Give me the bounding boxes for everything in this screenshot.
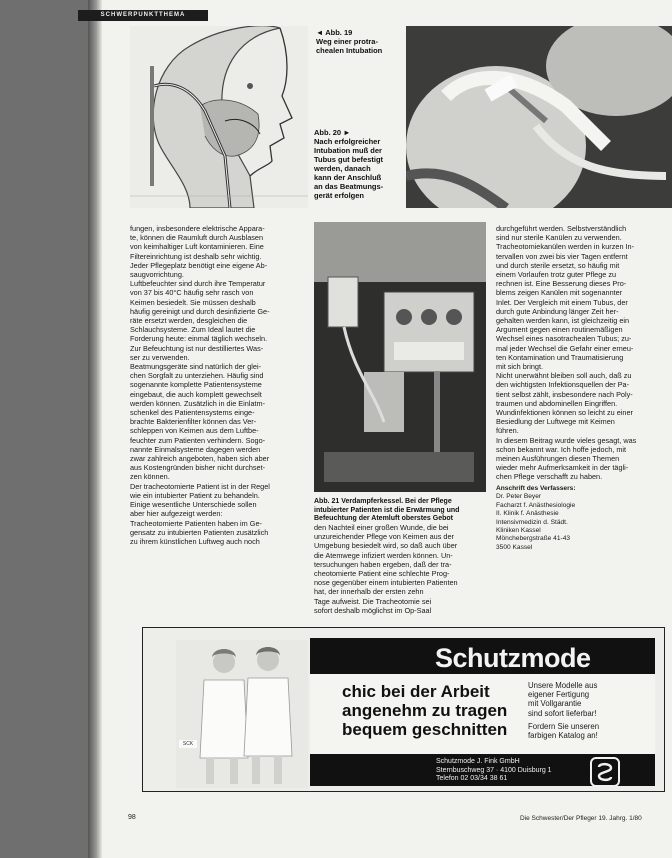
text-line: von keimhaltiger Luft kontaminieren. Eine: [130, 242, 264, 252]
text-line: Wechsel eines nasotrachealen Tubus; zu-: [496, 334, 632, 344]
page-gutter: [88, 0, 102, 858]
text-column-right: [496, 224, 662, 482]
text-line: te, können die Raumluft durch Ausblasen: [130, 233, 264, 243]
text-line: aber hier aufgezeigt werden:: [130, 509, 223, 519]
contact-line: Telefon 02 03/34 38 61: [436, 775, 508, 783]
text-column-left: [130, 224, 304, 546]
slogan-line: angenehm zu tragen: [342, 701, 508, 720]
text-line: Der tracheotomierte Patient ist in der Regel: [130, 481, 270, 491]
text-line: gehalten werden kann, ist gleichzeitig ein: [496, 316, 630, 326]
ad-photo-tag: SCK: [179, 740, 197, 748]
ad-info-text: [528, 681, 653, 740]
text-line: sofort deshalb möglichst im Op-Saal: [314, 605, 432, 615]
text-line: durch gute Anbindung länger Zeit her-: [496, 306, 619, 316]
text-line: tersuchungen haben ergeben, daß der tra-: [314, 559, 452, 569]
section-label: SCHWERPUNKTTHEMA: [78, 10, 208, 21]
text-line: mal jeder Wechsel die Gefahr einer erneu-: [496, 343, 634, 353]
text-line: zen können.: [130, 472, 170, 482]
text-line: führen.: [496, 426, 519, 436]
credit-heading: Anschrift des Verfassers:: [496, 485, 576, 492]
text-line: aus Kostengründen bisher nicht durchset-: [130, 463, 266, 473]
journal-footer: Die Schwester/Der Pfleger 19. Jahrg. 1/80: [520, 815, 642, 822]
text-line: Forderung heute: einmal täglich wechseln.: [130, 334, 268, 344]
info-line: sind sofort lieferbar!: [528, 708, 597, 718]
text-line: Tracheotomierte Patienten haben im Ge-: [130, 518, 262, 528]
slogan-line: chic bei der Arbeit: [342, 682, 490, 701]
caption-line: kann der Anschluß: [314, 173, 382, 182]
text-line: Tage aufweist. Die Tracheotomie sei: [314, 596, 432, 606]
text-line: feuchter zum Patienten verhindern. Sogo-: [130, 435, 266, 445]
text-line: nose gegenüber einem intubierten Patienten: [314, 578, 458, 588]
slogan-line: bequem geschnitten: [342, 720, 508, 739]
text-line: den wichtigsten Infektionsquellen der Pa-: [496, 380, 630, 390]
text-line: Umgebung besiedelt wird, so daß auch über: [314, 541, 458, 551]
company-logo-icon: [592, 759, 618, 785]
text-line: Nicht unerwähnt bleiben soll auch, daß zu: [496, 371, 632, 381]
text-line: nannte Einmalsysteme dagegen werden: [130, 444, 261, 454]
text-line: durchgeführt werden. Selbstverständlich: [496, 224, 627, 233]
caption-abb-21: [314, 498, 490, 524]
author-credit: [496, 485, 616, 552]
credit-line: Kliniken Kassel: [496, 527, 541, 535]
text-line: meinen Ausführungen diesen Themen: [496, 454, 620, 464]
page-number: 98: [128, 814, 136, 821]
credit-line: II. Klinik f. Anästhesie: [496, 510, 559, 518]
text-line: Besiedlung der Luftwege mit Keimen: [496, 417, 615, 427]
head-profile-illustration: [130, 26, 308, 208]
text-line: wieder mehr Aufmerksamkeit in der tägli-: [496, 463, 629, 473]
figure-21-photo-vaporizer: [314, 222, 486, 492]
text-line: rechnen ist. Eine Besserung dieses Pro-: [496, 279, 627, 289]
text-line: gensatz zu intubierten Patienten zusätzlich: [130, 527, 269, 537]
caption-line: chealen Intubation: [316, 46, 383, 55]
ad-slogan: [342, 682, 522, 739]
ad-photo-two-nurses: [176, 640, 308, 788]
credit-line: Facharzt f. Anästhesiologie: [496, 501, 576, 509]
info-line: Fordern Sie unseren: [528, 721, 600, 731]
ad-brand-name: Schutzmode: [435, 643, 591, 673]
caption-line: intubierter Patienten ist die Erwärmung und: [314, 506, 460, 514]
caption-line: Befeuchtung der Atemluft oberstes Gebot: [314, 515, 453, 523]
caption-line: Tubus gut befestigt: [314, 155, 384, 164]
text-line: brachte Bakterienfilter können das Ver-: [130, 417, 257, 427]
text-line: zu ihrem künstlichen Luftweg auch noch: [130, 536, 260, 546]
text-line: Tracheotomiekanülen werden in kurzen In-: [496, 242, 635, 252]
ad-contact-info: [436, 758, 596, 784]
text-line: Jeder Pflegeplatz benötigt eine eigene Ab-: [130, 260, 268, 270]
caption-line: Abb. 20 ►: [314, 128, 351, 137]
text-line: Einige wesentliche Unterschiede sollen: [130, 500, 257, 510]
text-line: Wundinfektionen können so leicht zu einer: [496, 408, 633, 418]
text-line: Luftbefeuchter sind durch ihre Temperatur: [130, 279, 266, 289]
ad-logo-icon: [590, 757, 620, 787]
text-line: schleppen von Keimen aus dem Luftbe-: [130, 426, 259, 436]
caption-line: an das Beatmungs-: [314, 182, 384, 191]
text-line: wie ein intubierter Patient zu behandeln.: [130, 490, 260, 500]
text-line: ten Kontamination und Traumatisierung: [496, 352, 624, 362]
figure-19-intubation-diagram: [130, 26, 308, 208]
nurses-illustration: [176, 640, 308, 788]
text-line: sind nur sterile Kanülen zu verwenden.: [496, 233, 622, 243]
text-line: hat, der innerhalb der ersten zehn: [314, 587, 424, 597]
text-line: schenkel des Patientensystems einge-: [130, 408, 255, 418]
text-line: cheotomierte Patient eine schlechte Prog-: [314, 569, 450, 579]
text-line: räte ersetzt werden, desgleichen die: [130, 316, 248, 326]
text-line: den Nachteil einer großen Wunde, die bei: [314, 523, 449, 532]
text-line: schon bekannt war. Ich hoffe jedoch, mit: [496, 444, 627, 454]
text-line: traumen und abdominellen Eingriffen.: [496, 398, 618, 408]
text-line: chen Sorgfalt zu unterziehen. Häufig sind: [130, 371, 264, 381]
credit-line: 3500 Kassel: [496, 543, 533, 551]
text-line: tient selbst zählt, insbesondere nach Poly-: [496, 389, 633, 399]
intubation-photo: [406, 26, 672, 208]
text-line: Argument gegen einen routinemäßigen: [496, 325, 623, 335]
text-line: Keimen besiedelt. Sie müssen deshalb: [130, 297, 256, 307]
text-line: Filtereinrichtung ist deshalb sehr wichtig.: [130, 251, 262, 261]
info-line: mit Vollgarantie: [528, 699, 582, 709]
caption-line: werden, danach: [314, 164, 371, 173]
text-line: Inlet. Der Vergleich mit einem Tubus, der: [496, 297, 628, 307]
text-line: häufig gereinigt und durch desinfizierte Ge-: [130, 306, 270, 316]
text-line: chen Pflege verschafft zu haben.: [496, 472, 603, 482]
caption-line: Intubation muß der: [314, 146, 382, 155]
text-line: blems zeigen Kanülen mit sogenannter: [496, 288, 623, 298]
credit-line: Dr. Peter Beyer: [496, 493, 542, 501]
text-line: unzureichender Pflege von Keimen aus der: [314, 532, 454, 542]
caption-line: ◄ Abb. 19: [316, 28, 353, 37]
caption-abb-19: [316, 28, 402, 55]
contact-line: Sternbuschweg 37 · 4100 Duisburg 1: [436, 766, 552, 774]
vaporizer-photo: [314, 222, 486, 492]
text-line: saugvorrichtung.: [130, 270, 184, 280]
text-line: fungen, insbesondere elektrische Appara-: [130, 224, 265, 233]
text-line: sogenannte komplette Patientensysteme: [130, 380, 262, 390]
text-line: Zur Befeuchtung ist nur destilliertes Was-: [130, 343, 264, 353]
contact-line: Schutzmode J. Fink GmbH: [436, 758, 520, 765]
text-column-middle: [314, 523, 488, 615]
text-line: Beatmungsgeräte sind natürlich der glei-: [130, 362, 262, 372]
caption-abb-20: [314, 128, 402, 200]
info-line: Unsere Modelle aus: [528, 681, 598, 690]
caption-line: Nach erfolgreicher: [314, 137, 381, 146]
figure-20-photo-tube-fixation: [406, 26, 672, 208]
caption-line: Weg einer protra-: [316, 37, 378, 46]
info-line: farbigen Katalog an!: [528, 731, 598, 741]
text-line: ser zu verwenden.: [130, 352, 190, 362]
text-line: werden können. Zusätzlich in die Einlatm-: [130, 398, 266, 408]
text-line: von 37 bis 40°C häufig sehr rasch von: [130, 288, 254, 298]
text-line: Schlauchsysteme. Zum Ideal lautet die: [130, 325, 256, 335]
text-line: In diesem Beitrag wurde vieles gesagt, was: [496, 435, 637, 445]
credit-line: Mönchebergstraße 41-43: [496, 535, 571, 543]
text-line: einem Vorlaufen trotz guter Pflege zu: [496, 270, 617, 280]
text-line: mit sich bringt.: [496, 362, 544, 372]
caption-line: Abb. 21 Verdampferkessel. Bei der Pflege: [314, 498, 452, 505]
info-line: eigener Fertigung: [528, 690, 590, 700]
text-line: tervallen von zwei bis vier Tagen entfernt: [496, 251, 628, 261]
text-line: und durch sterile ersetzt, so häufig mit: [496, 260, 620, 270]
text-line: eingebaut, die auch komplett gewechselt: [130, 389, 262, 399]
text-line: die Atemwege infiziert werden können. Un-: [314, 550, 453, 560]
credit-line: Intensivmedizin d. Städt.: [496, 518, 568, 526]
caption-line: gerät erfolgen: [314, 191, 365, 200]
text-line: zwar zahlreich angeboten, haben sich aber: [130, 454, 270, 464]
